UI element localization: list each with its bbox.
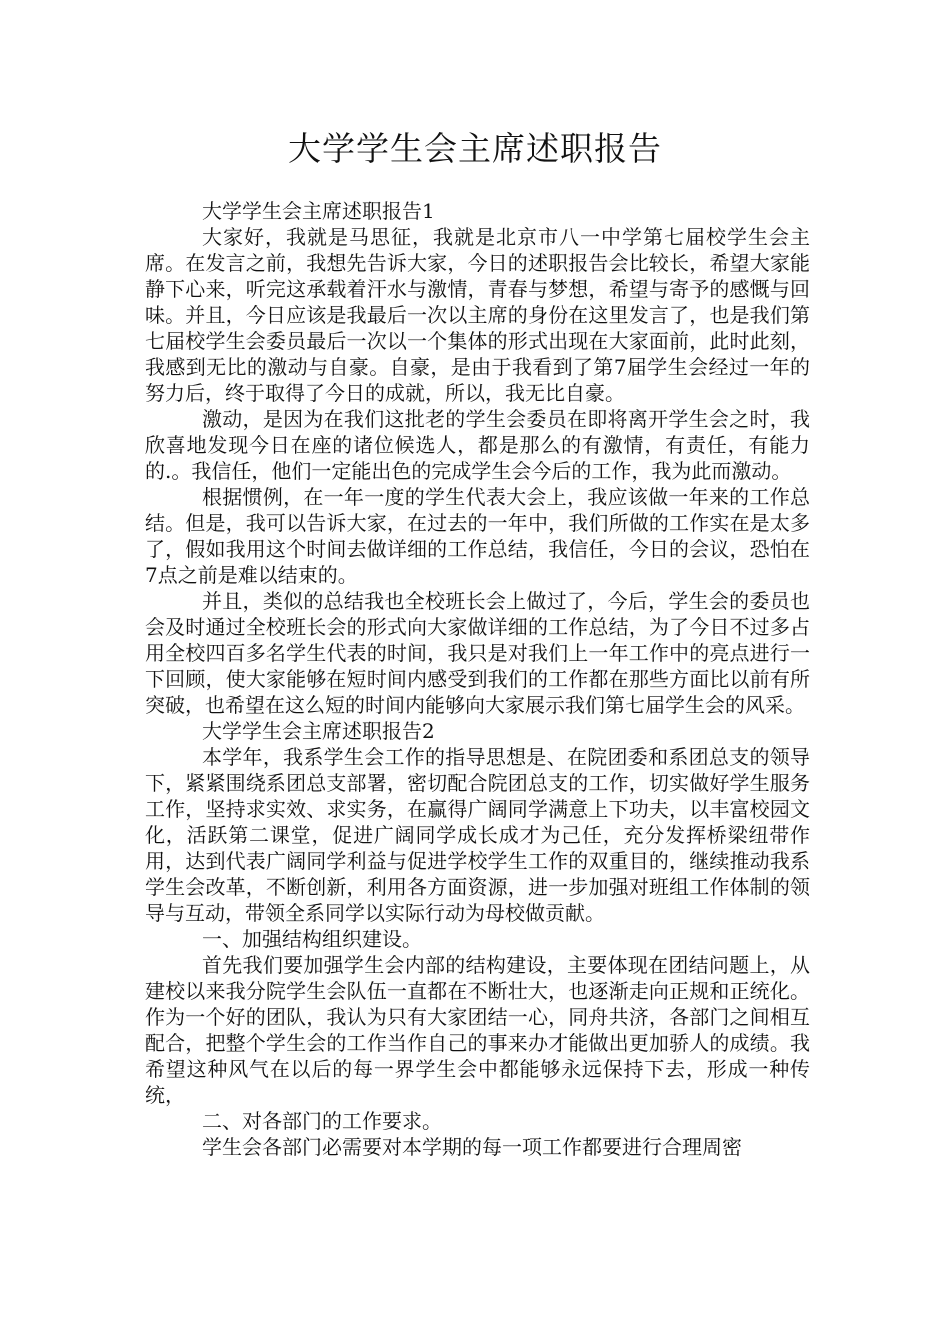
section-heading: 大学学生会主席述职报告1 — [202, 199, 435, 223]
subsection-heading: 一、加强结构组织建设。 — [202, 927, 422, 951]
paragraph: 根据惯例，在一年一度的学生代表大会上，我应该做一年来的工作总结。但是，我可以告诉大家，在过去的一年中，我们所做的工作实在是太多了，假如我用这个时间去做详细的工作总结，我信任，今日的会议，恐怕在7点之前是难以结束的。 — [145, 485, 810, 587]
paragraph: 首先我们要加强学生会内部的结构建设，主要体现在团结问题上，从建校以来我分院学生会队伍一直都在不断壮大，也逐渐走向正规和正统化。作为一个好的团队，我认为只有大家团结一心，同舟共济，各部门之间相互配合，把整个学生会的工作当作自己的事来办才能做出更加骄人的成绩。我希望这种风气在以后的每一界学生会中都能够永远保持下去，形成一种传统， — [145, 953, 810, 1107]
paragraph: 本学年，我系学生会工作的指导思想是、在院团委和系团总支的领导下，紧紧围绕系团总支部署，密切配合院团总支的工作，切实做好学生服务工作，坚持求实效、求实务，在赢得广阔同学满意上下功夫，以丰富校园文化，活跃第二课堂，促进广阔同学成长成才为己任，充分发挥桥梁纽带作用，达到代表广阔同学利益与促进学校学生工作的双重目的，继续推动我系学生会改革，不断创新，利用各方面资源，进一步加强对班组工作体制的领导与互动，带领全系同学以实际行动为母校做贡献。 — [145, 745, 810, 925]
paragraph: 激动，是因为在我们这批老的学生会委员在即将离开学生会之时，我欣喜地发现今日在座的诸位候选人，都是那么的有激情，有责任，有能力的.。我信任，他们一定能出色的完成学生会今后的工作，我为此而激动。 — [145, 407, 810, 483]
document-body — [145, 198, 810, 1160]
document-title: 大学学生会主席述职报告 — [288, 129, 662, 168]
paragraph: 学生会各部门必需要对本学期的每一项工作都要进行合理周密 — [202, 1135, 742, 1159]
section-heading: 大学学生会主席述职报告2 — [202, 719, 435, 743]
paragraph: 大家好，我就是马思征，我就是北京市八一中学第七届校学生会主席。在发言之前，我想先告诉大家，今日的述职报告会比较长，希望大家能静下心来，听完这承载着汗水与激情，青春与梦想，希望与寄予的感慨与回味。并且，今日应该是我最后一次以主席的身份在这里发言了，也是我们第七届校学生会委员最后一次以一个集体的形式出现在大家面前，此时此刻，我感到无比的激动与自豪。自豪，是由于我看到了第7届学生会经过一年的努力后，终于取得了今日的成就，所以，我无比自豪。 — [145, 225, 810, 405]
subsection-heading: 二、对各部门的工作要求。 — [202, 1109, 442, 1133]
paragraph: 并且，类似的总结我也全校班长会上做过了，今后，学生会的委员也会及时通过全校班长会的形式向大家做详细的工作总结，为了今日不过多占用全校四百多名学生代表的时间，我只是对我们上一年工作中的亮点进行一下回顾，使大家能够在短时间内感受到我们的工作都在那些方面比以前有所突破，也希望在这么短的时间内能够向大家展示我们第七届学生会的风采。 — [145, 589, 810, 717]
